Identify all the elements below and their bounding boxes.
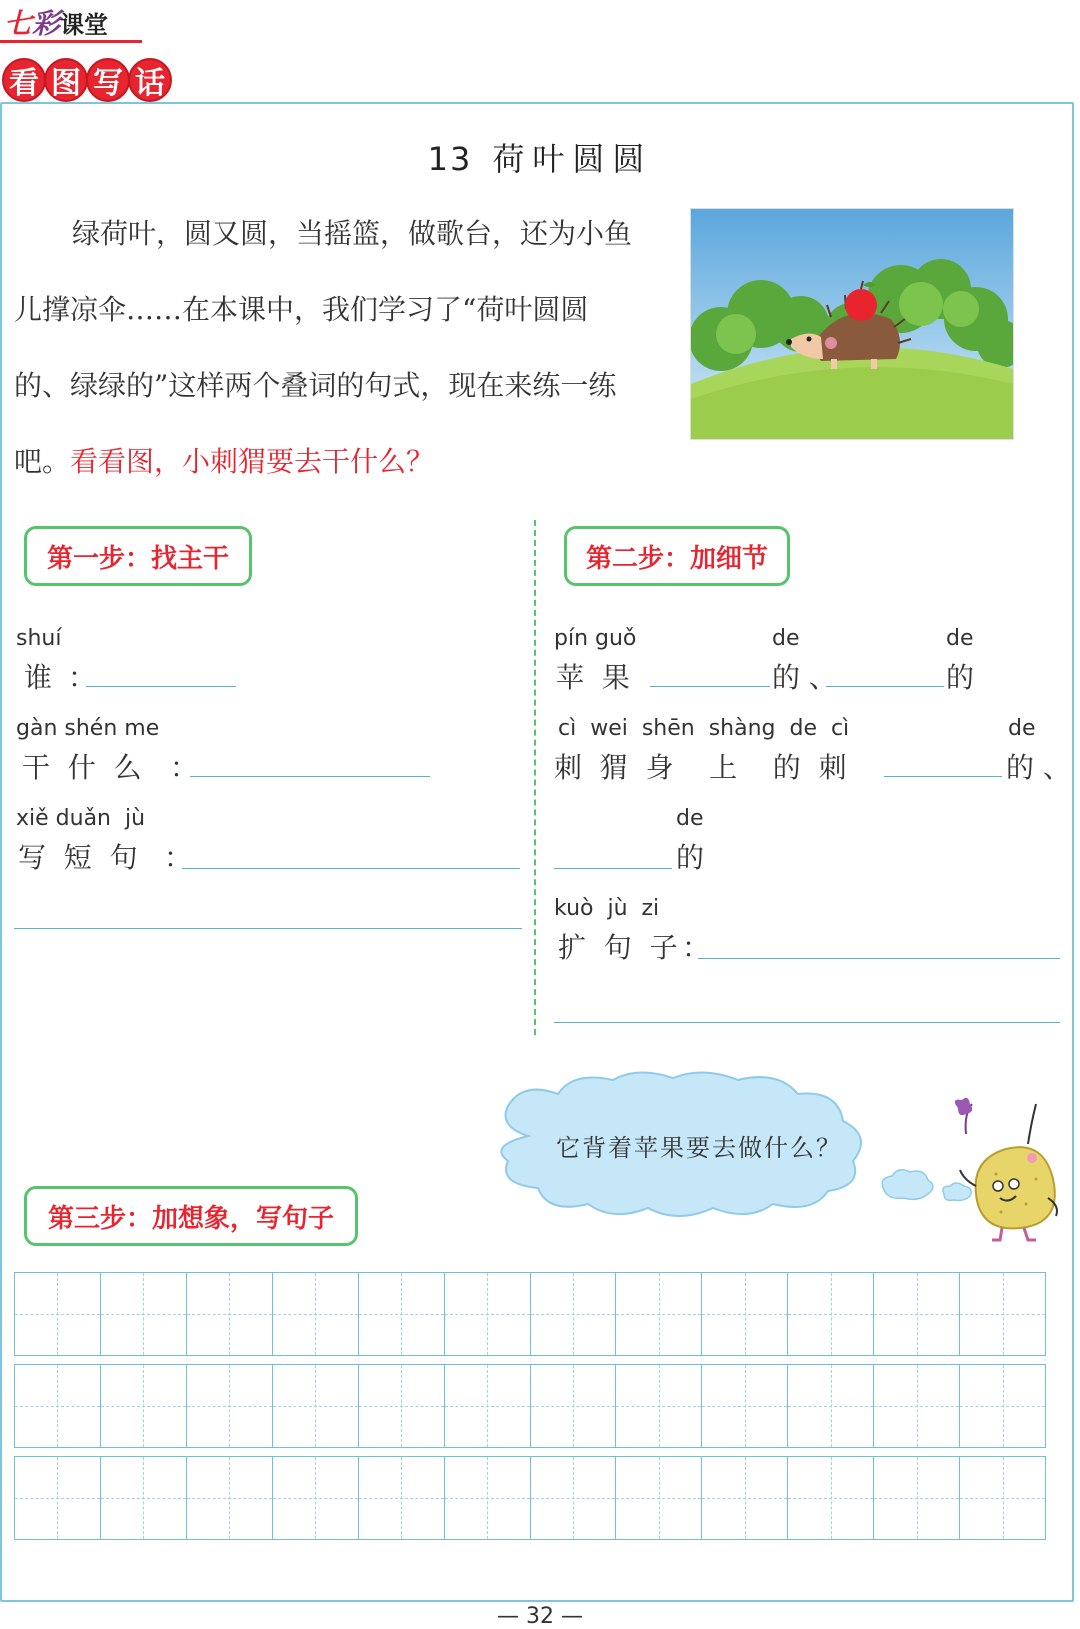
intro-question: 看看图，小刺猬要去干什么？ <box>70 445 435 478</box>
writing-grid-cell[interactable] <box>101 1273 187 1355</box>
writing-grid-cell[interactable] <box>15 1273 101 1355</box>
writing-grid-cell[interactable] <box>359 1365 445 1447</box>
step1-do-colon: ： <box>170 751 199 784</box>
step1-do-pinyin: gàn shén me <box>16 716 160 741</box>
writing-grid-cell[interactable] <box>874 1273 960 1355</box>
lesson-number: 13 <box>427 140 473 178</box>
step2-apple-de2-pinyin: de <box>946 626 974 651</box>
step2-expand-blank-1[interactable] <box>698 958 1060 959</box>
step2-expand-pinyin: kuò jù zi <box>554 896 660 921</box>
step2-apple-de1-hanzi: 的 、 <box>772 661 837 694</box>
step2-apple-de2-hanzi: 的 <box>946 661 975 694</box>
brand-char-cai: 彩 <box>32 7 61 40</box>
writing-grid-cell[interactable] <box>101 1365 187 1447</box>
writing-grid-cell[interactable] <box>187 1457 273 1539</box>
writing-grid-cell[interactable] <box>616 1365 702 1447</box>
step1-who-hanzi: 谁 <box>24 661 53 694</box>
step2-expand-hanzi: 扩 句 子 <box>558 931 678 964</box>
step1-who-colon: ： <box>68 661 97 694</box>
badge-xie: 写 <box>86 58 130 102</box>
lesson-title-text: 荷叶圆圆 <box>492 140 653 178</box>
step2-label: 第二步：加细节 <box>564 526 790 586</box>
writing-grid-cell[interactable] <box>531 1457 617 1539</box>
section-badges <box>2 58 170 102</box>
step1-short-pinyin: xiě duǎn jù <box>16 806 146 831</box>
step2-spine-blank-2[interactable] <box>554 868 672 869</box>
writing-grid-cell[interactable] <box>15 1365 101 1447</box>
step3-label: 第三步：加想象，写句子 <box>24 1186 358 1246</box>
step2-spine-blank-1[interactable] <box>884 776 1002 777</box>
writing-grid-cell[interactable] <box>445 1365 531 1447</box>
writing-grid-cell[interactable] <box>359 1273 445 1355</box>
page-number: — 32 — <box>497 1604 583 1629</box>
writing-grid-cell[interactable] <box>445 1273 531 1355</box>
writing-grid-cell[interactable] <box>702 1365 788 1447</box>
writing-grid-cell[interactable] <box>874 1365 960 1447</box>
writing-grid-cell[interactable] <box>531 1273 617 1355</box>
hedgehog-illustration <box>690 208 1014 440</box>
step2-apple-de1-pinyin: de <box>772 626 800 651</box>
writing-grid-row <box>14 1364 1046 1448</box>
writing-grid-cell[interactable] <box>874 1457 960 1539</box>
step1-short-blank[interactable] <box>182 868 520 869</box>
step1-short-hanzi: 写 短 句 <box>18 841 138 874</box>
writing-grid-cell[interactable] <box>788 1273 874 1355</box>
pear-mascot-icon <box>936 1094 1066 1244</box>
lesson-title <box>0 134 1080 180</box>
writing-grid-cell[interactable] <box>187 1365 273 1447</box>
writing-grid-cell[interactable] <box>616 1457 702 1539</box>
step2-spine-de2-pinyin: de <box>676 806 704 831</box>
badge-tu: 图 <box>44 58 88 102</box>
brand-name: 课堂 <box>60 11 109 39</box>
thought-cloud-text: 它背着苹果要去做什么？ <box>556 1134 842 1162</box>
writing-grid-cell[interactable] <box>273 1365 359 1447</box>
writing-grid-cell[interactable] <box>960 1457 1045 1539</box>
intro-text: 绿荷叶，圆又圆，当摇篮，做歌台，还为小鱼儿撑凉伞……在本课中，我们学习了“荷叶圆圆的、绿绿的”这样两个叠词的句式，现在来练一练吧。 <box>14 217 633 478</box>
writing-grid-cell[interactable] <box>960 1273 1045 1355</box>
writing-grid-cell[interactable] <box>702 1273 788 1355</box>
brand-logo <box>4 2 108 42</box>
writing-grid-cell[interactable] <box>445 1457 531 1539</box>
step1-short-colon: ： <box>164 841 193 874</box>
step1-label: 第一步：找主干 <box>24 526 252 586</box>
writing-grid-cell[interactable] <box>702 1457 788 1539</box>
writing-grid-cell[interactable] <box>788 1457 874 1539</box>
writing-grid-cell[interactable] <box>15 1457 101 1539</box>
step2-apple-hanzi: 苹 果 <box>556 661 630 694</box>
step2-spine-pinyin: cì wei shēn shàng de cì <box>558 716 850 741</box>
brand-underline <box>0 40 142 43</box>
intro-paragraph <box>14 196 634 500</box>
writing-grid-cell[interactable] <box>187 1273 273 1355</box>
step2-expand-blank-2[interactable] <box>554 1022 1060 1023</box>
writing-grid-row <box>14 1456 1046 1540</box>
writing-grid-cell[interactable] <box>531 1365 617 1447</box>
writing-grid-cell[interactable] <box>273 1457 359 1539</box>
step1-who-pinyin: shuí <box>16 626 62 651</box>
brand-char-qi: 七 <box>4 7 33 40</box>
badge-hua: 话 <box>128 58 172 102</box>
step1-short-blank-2[interactable] <box>14 928 522 929</box>
writing-grid-row <box>14 1272 1046 1356</box>
writing-grid-cell[interactable] <box>359 1457 445 1539</box>
step2-apple-blank-2[interactable] <box>826 686 944 687</box>
step1-who-blank[interactable] <box>86 686 236 687</box>
step2-apple-pinyin: pín guǒ <box>554 626 637 651</box>
writing-grid-cell[interactable] <box>616 1273 702 1355</box>
step2-spine-de1-hanzi: 的 、 <box>1006 751 1071 784</box>
step1-do-hanzi: 干 什 么 <box>22 751 142 784</box>
step2-spine-de1-pinyin: de <box>1008 716 1036 741</box>
step2-spine-hanzi: 刺 猬 身 上 的 刺 <box>554 751 847 784</box>
writing-grid-cell[interactable] <box>101 1457 187 1539</box>
column-divider <box>534 520 536 1035</box>
step1-do-blank[interactable] <box>190 776 430 777</box>
writing-grid-cell[interactable] <box>788 1365 874 1447</box>
badge-kan: 看 <box>2 58 46 102</box>
writing-grid-cell[interactable] <box>960 1365 1045 1447</box>
step2-expand-colon: ： <box>682 931 711 964</box>
step2-apple-blank-1[interactable] <box>650 686 770 687</box>
writing-grid-cell[interactable] <box>273 1273 359 1355</box>
step2-spine-de2-hanzi: 的 <box>676 841 705 874</box>
